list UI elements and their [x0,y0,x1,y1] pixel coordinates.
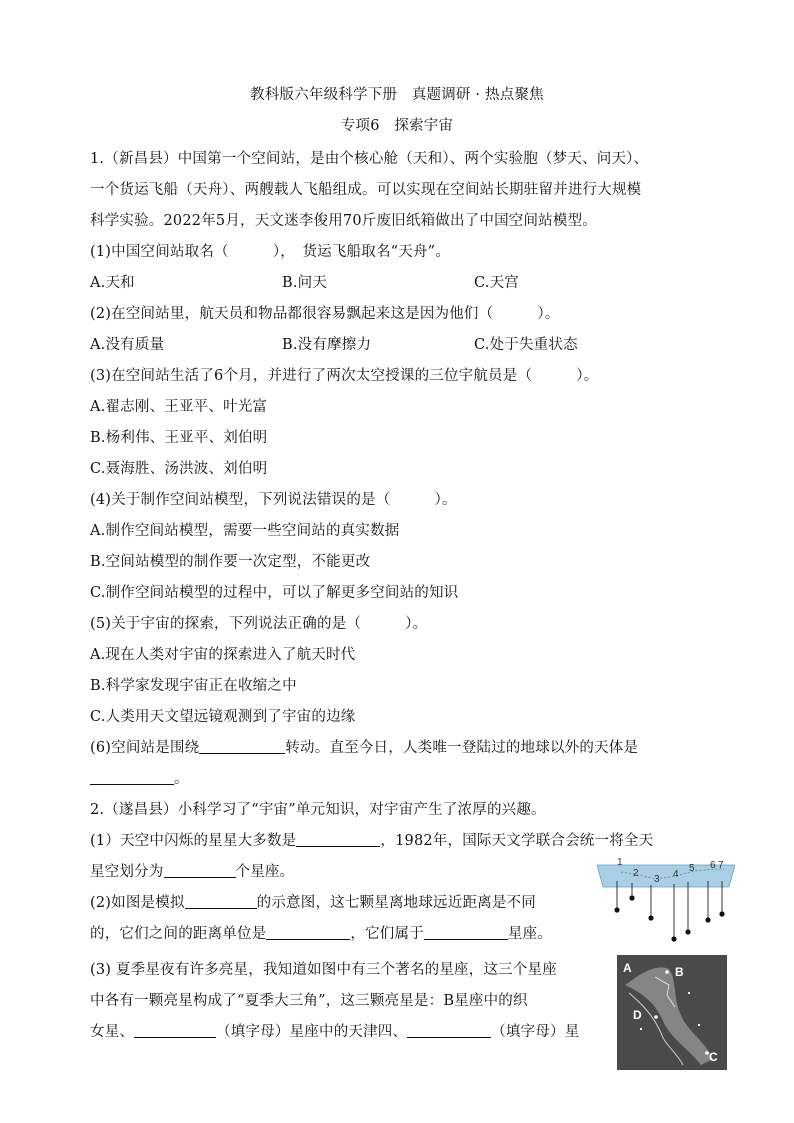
q1-sub1-option-c: C.天宫 [474,275,519,291]
star-label-7: 7 [718,860,724,871]
answer-blank[interactable] [134,1023,216,1038]
q1-sub4-stem: (4)关于制作空间站模型，下列说法错误的是（ ）。 [90,492,457,508]
hanging-strings [617,881,722,938]
q2-sub3-line-3 [90,1020,579,1041]
q1-sub2-stem: (2)在空间站里，航天员和物品都很容易飘起来这是因为他们（ ）。 [90,306,560,322]
star-label-6: 6 [710,860,716,871]
q1-sub1-option-a: A.天和 [90,275,135,291]
answer-blank[interactable] [90,770,174,785]
q1-sub4-option-c: C.制作空间站模型的过程中，可以了解更多空间站的知识 [90,585,459,601]
q2-sub2-line-2 [90,922,552,943]
big-dipper-model-figure [597,855,735,953]
answer-blank[interactable] [296,832,380,847]
q1-sub6-text-a: (6)空间站是围绕 [90,740,200,756]
q1-sub1-option-b: B.问天 [282,275,328,291]
q1-sub4-option-b: B.空间站模型的制作要一次定型，不能更改 [90,554,371,570]
q1-sub6-line-2 [90,767,189,788]
answer-blank[interactable] [266,925,350,940]
constellation-label-c: C [709,1050,718,1064]
q2-sub2-text-e: 星座。 [507,926,553,942]
q1-sub3-option-b: B.杨利伟、王亚平、刘伯明 [90,430,268,446]
q1-sub3-stem: (3)在空间站生活了6个月，并进行了两次太空授课的三位宇航员是（ ）。 [90,368,599,384]
q1-sub6-end: 。 [174,771,189,787]
q1-sub1-stem: (1)中国空间站取名（ ）， 货运飞船取名“天舟”。 [90,244,450,260]
q2-sub3-line-2: 中各有一颗亮星构成了“夏季大三角”，这三颗亮星是：B星座中的织 [90,993,528,1009]
q1-sub3-option-c: C.聂海胜、汤洪波、刘伯明 [90,461,268,477]
summer-constellations-figure [617,955,727,1070]
star-label-2: 2 [633,868,639,879]
constellation-label-b: B [675,965,684,979]
q1-intro-line-3: 科学实验。2022年5月，天文迷李俊用70斤废旧纸箱做出了中国空间站模型。 [90,213,597,229]
page-title: 教科版六年级科学下册 真题调研 · 热点聚焦 [250,87,544,103]
q2-intro: 2.（遂昌县）小科学习了“宇宙”单元知识，对宇宙产生了浓厚的兴趣。 [90,802,546,818]
constellation-label-d: D [633,1008,642,1022]
q1-sub2-option-c: C.处于失重状态 [474,337,578,353]
q2-sub3-line-1: (3) 夏季星夜有许多亮星，我知道如图中有三个著名的星座，这三个星座 [90,962,557,978]
q2-sub2-text-b: 的示意图，这七颗星离地球远近距离是不同 [256,895,536,911]
q1-sub2-option-b: B.没有摩擦力 [282,337,372,353]
star-label-5: 5 [689,863,695,874]
star-label-3: 3 [654,874,660,885]
q1-intro-line-1: 1.（新昌县）中国第一个空间站，是由个核心舱（天和）、两个实验胞（梦天、问天）、 [90,151,649,167]
page-subtitle: 专项6 探索宇宙 [340,118,454,134]
star-label-1: 1 [617,857,623,868]
q2-sub3-text-c: 女星、 [90,1024,135,1040]
q1-intro-line-2: 一个货运飞船（天舟）、两艘载人飞船组成。可以实现在空间站长期驻留并进行大规模 [90,182,642,198]
q1-sub6-text-b: 转动。直至今日，人类唯一登陆过的地球以外的天体是 [285,740,639,756]
q2-sub1-text-d: 个星座。 [235,864,295,880]
q2-sub2-text-d: ，它们属于 [350,926,424,942]
q2-sub1-text-a: (1）天空中闪烁的星星大多数是 [90,833,297,849]
q2-sub1-text-b: ，1982年，国际天文学联合会统一将全天 [380,833,654,849]
q1-sub5-option-c: C.人类用天文望远镜观测到了宇宙的边缘 [90,709,356,725]
q2-sub1-text-c: 星空划分为 [90,864,164,880]
q2-sub1-line-2 [90,860,294,881]
q1-sub6-line-1 [90,736,638,757]
q2-sub2-line-1 [90,891,536,912]
answer-blank[interactable] [185,894,257,909]
answer-blank[interactable] [407,1023,491,1038]
q1-sub5-stem: (5)关于宇宙的探索，下列说法正确的是（ ）。 [90,616,428,632]
q2-sub2-text-a: (2)如图是模拟 [90,895,185,911]
q1-sub5-option-a: A.现在人类对宇宙的探索进入了航天时代 [90,647,356,663]
q1-sub5-option-b: B.科学家发现宇宙正在收缩之中 [90,678,297,694]
q2-sub1-line-1 [90,829,653,850]
q1-sub2-option-a: A.没有质量 [90,337,165,353]
q1-sub4-option-a: A.制作空间站模型，需要一些空间站的真实数据 [90,523,400,539]
q2-sub3-text-e: （填字母）星 [491,1024,580,1040]
q1-sub3-option-a: A.翟志刚、王亚平、叶光富 [90,399,268,415]
answer-blank[interactable] [199,739,285,754]
q2-sub2-text-c: 的，它们之间的距离单位是 [90,926,267,942]
answer-blank[interactable] [164,863,236,878]
q2-sub3-text-d: （填字母）星座中的天津四、 [216,1024,408,1040]
answer-blank[interactable] [424,925,508,940]
star-label-4: 4 [673,869,679,880]
constellation-label-a: A [623,961,632,975]
